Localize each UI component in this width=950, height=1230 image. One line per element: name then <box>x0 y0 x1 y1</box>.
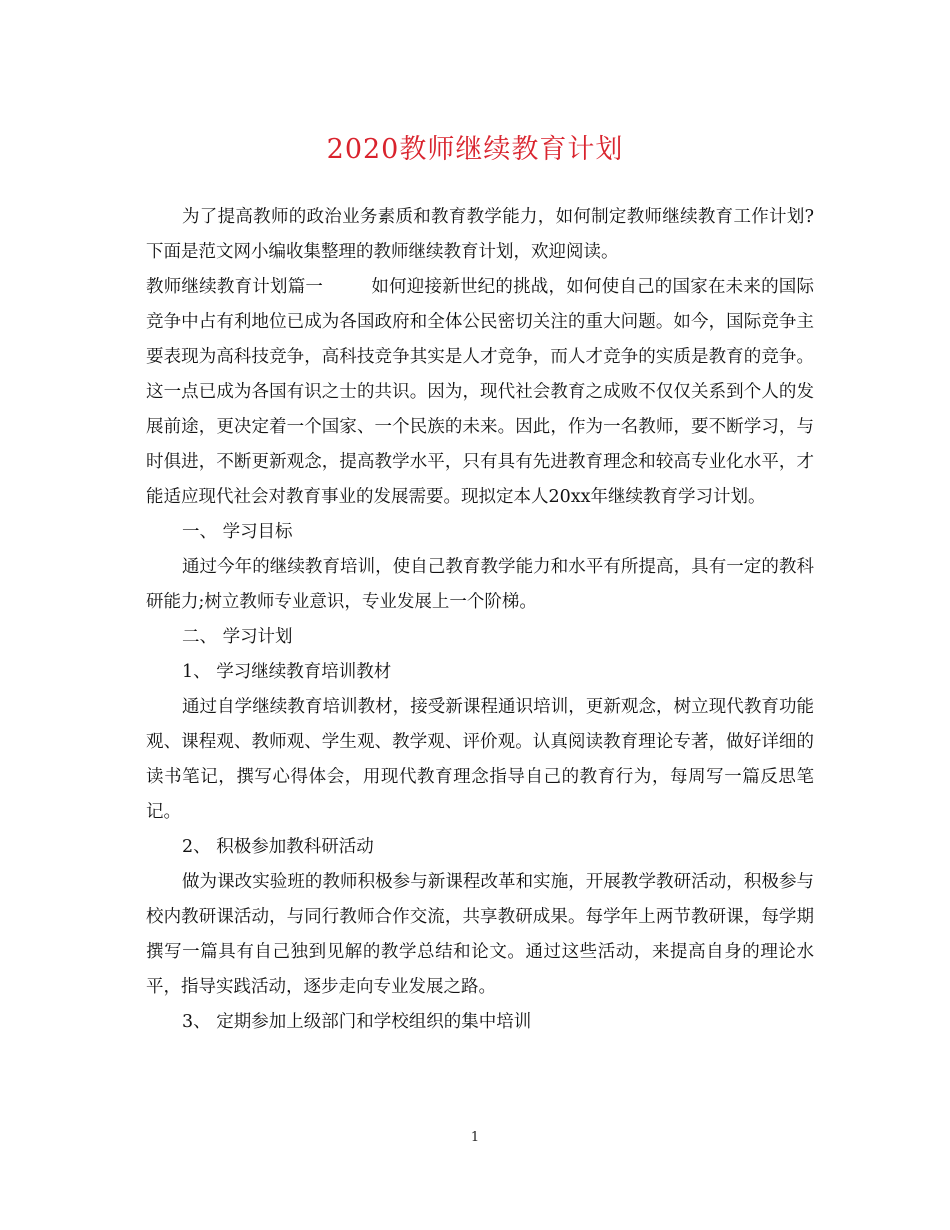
section-paragraph <box>146 270 814 515</box>
plan-item-3-heading: 3、 定期参加上级部门和学校组织的集中培训 <box>182 1012 532 1032</box>
page-number: 1 <box>470 1130 480 1145</box>
document-title: 2020教师继续教育计划 <box>326 134 624 165</box>
heading-learning-plan: 二、 学习计划 <box>182 627 293 647</box>
document-body <box>146 200 814 1040</box>
goal-paragraph: 通过今年的继续教育培训，使自己教育教学能力和水平有所提高，具有一定的教科研能力;树立教师专业意识，专业发展上一个阶梯。 <box>146 557 814 612</box>
plan-item-1-heading: 1、 学习继续教育培训教材 <box>182 662 392 682</box>
heading-learning-goal: 一、 学习目标 <box>182 522 293 542</box>
section-label: 教师继续教育计划篇一 <box>146 277 324 297</box>
plan-item-2-paragraph: 做为课改实验班的教师积极参与新课程改革和实施，开展教学教研活动，积极参与校内教研课活动，与同行教师合作交流，共享教研成果。每学年上两节教研课，每学期撰写一篇具有自己独到见解的教学总结和论文。通过这些活动，来提高自身的理论水平，指导实践活动，逐步走向专业发展之路。 <box>146 872 814 997</box>
plan-item-2-heading: 2、 积极参加教科研活动 <box>182 837 374 857</box>
plan-item-1-paragraph: 通过自学继续教育培训教材，接受新课程通识培训，更新观念，树立现代教育功能观、课程观、教师观、学生观、教学观、评价观。认真阅读教育理论专著，做好详细的读书笔记，撰写心得体会，用现代教育理念指导自己的教育行为，每周写一篇反思笔记。 <box>146 697 814 822</box>
section-body: 如何迎接新世纪的挑战，如何使自己的国家在未来的国际竞争中占有利地位已成为各国政府和全体公民密切关注的重大问题。如今，国际竞争主要表现为高科技竞争，高科技竞争其实是人才竞争，而人才竞争的实质是教育的竞争。这一点已成为各国有识之士的共识。因为，现代社会教育之成败不仅仅关系到个人的发展前途，更决定着一个国家、一个民族的未来。因此，作为一名教师，要不断学习，与时俱进，不断更新观念，提高教学水平，只有具有先进教育理念和较高专业化水平，才能适应现代社会对教育事业的发展需要。现拟定本人20xx年继续教育学习计划。 <box>146 277 815 507</box>
intro-paragraph: 为了提高教师的政治业务素质和教育教学能力，如何制定教师继续教育工作计划?下面是范文网小编收集整理的教师继续教育计划，欢迎阅读。 <box>146 207 814 262</box>
